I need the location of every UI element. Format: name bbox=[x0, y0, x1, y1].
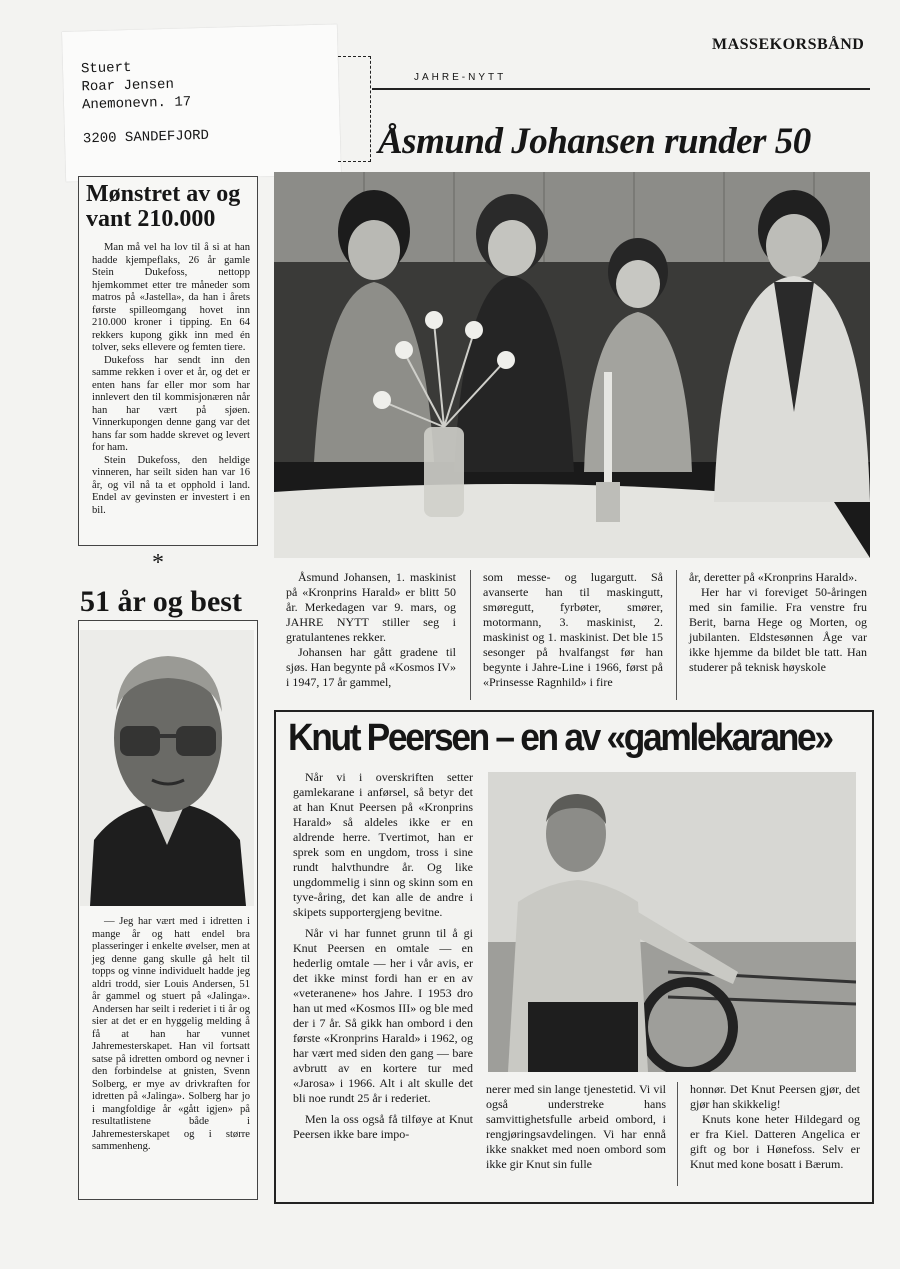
address-line-3: Anemonevn. 17 bbox=[81, 94, 192, 114]
header-rule bbox=[372, 88, 870, 90]
story3-column-2 bbox=[483, 570, 663, 690]
story3-paragraph: som messe- og lugargutt. Så avanserte han til maskingutt, smøregutt, fyrbøter, smører, motormann, 3. maskinist, 2. maskinist og 1. maskinist. Det ble 15 sesonger på hvalfangst før han begynte i Jahre-Line i 1966, først på «Prinsesse Ragnhild» i fire bbox=[483, 570, 663, 689]
separator-asterisk: * bbox=[152, 550, 164, 576]
story4-paragraph: Når vi i overskriften setter gamlekarane i anførsel, så betyr det at han Knut Peersen på «Kronprins Harald» så aldeles ikke er en aldrende herre. Tvertimot, han er sprek som en ungdom, tross i sine rundt halvthundre år. Og like ungdommelig i sinn og skinn som en tyve-åring, det kan alle de andre i skipets supportergjeng bevitne. bbox=[293, 770, 473, 919]
address-line-2: Roar Jensen bbox=[81, 76, 175, 96]
story3-paragraph: Åsmund Johansen, 1. maskinist på «Kronprins Harald» er blitt 50 år. Merkedagen var 9. mars, og JAHRE NYTT stiller seg i gratulantenes rekker. bbox=[286, 570, 456, 644]
column-rule bbox=[470, 570, 471, 700]
family-photo bbox=[274, 172, 870, 558]
address-line-4: 3200 SANDEFJORD bbox=[82, 127, 210, 148]
story4-paragraph: Knuts kone heter Hildegard og er fra Kiel. Datteren Angelica er gift og bor i Hønefoss. Selv er Knut med kone bosatt i Bærum. bbox=[690, 1112, 860, 1171]
story4-column-3 bbox=[690, 1082, 860, 1172]
main-headline: Åsmund Johansen runder 50 bbox=[378, 121, 811, 162]
column-rule bbox=[677, 1082, 678, 1186]
portrait-photo-andersen bbox=[80, 630, 254, 906]
story3-paragraph: år, deretter på «Kronprins Harald». bbox=[689, 570, 858, 584]
story3-paragraph: Johansen har gått gradene til sjøs. Han begynte på «Kosmos IV» i 1947, 17 år gammel, bbox=[286, 645, 456, 689]
story4-paragraph: nerer med sin lange tjenestetid. Vi vil også understreke hans samvittighetsfulle arbeid ombord, i rengjøringsavdelingen. Vi har ennå ikke snakket med noen ombord som ikke gir Knut sin fulle bbox=[486, 1082, 666, 1171]
address-line-1: Stuert bbox=[80, 59, 132, 78]
column-rule bbox=[676, 570, 677, 700]
story3-column-1 bbox=[286, 570, 456, 690]
story4-headline: Knut Peersen – en av «gamlekarane» bbox=[288, 717, 832, 759]
story4-column-2 bbox=[486, 1082, 666, 1172]
story1-body bbox=[92, 242, 250, 517]
portrait-photo-peersen bbox=[488, 772, 856, 1072]
section-kicker: JAHRE-NYTT bbox=[414, 72, 507, 83]
story1-paragraph: Man må vel ha lov til å si at han hadde kjempeflaks, 26 år gamle Stein Dukefoss, nettopp hjemkommet etter tre måneder som matros på «Jastella», da han i årets første spilleomgang hovet inn 210.000 kroner i tipping. En 64 rekkers kupong gikk inn med én tolver, seks ellevere og femten tiere. bbox=[92, 242, 250, 353]
story2-headline: 51 år og best bbox=[80, 585, 242, 618]
story3-column-3 bbox=[689, 570, 867, 675]
story4-column-1 bbox=[293, 770, 473, 1142]
story4-paragraph: Men la oss også få tilføye at Knut Peersen ikke bare impo- bbox=[293, 1112, 473, 1141]
story4-paragraph: honnør. Det Knut Peersen gjør, det gjør han skikkelig! bbox=[690, 1082, 860, 1111]
story1-paragraph: Dukefoss har sendt inn den samme rekken i over et år, og det er enten hans far eller mor som har innlevert den til kommisjonæren når han har vært på sjøen. Vinnerkupongen denne gang var det hans far som hadde skrevet og levert for ham. bbox=[92, 354, 250, 453]
masthead: MASSEKORSBÅND bbox=[712, 36, 865, 53]
story1-headline: Mønstret av og vant 210.000 bbox=[86, 181, 241, 232]
story2-body bbox=[92, 916, 250, 1154]
label-cut-border bbox=[338, 56, 371, 162]
address-label bbox=[62, 24, 341, 182]
story2-paragraph: — Jeg har vært med i idretten i mange år og hatt endel bra plasseringer i enkelte øvelser, men at jeg denne gang skulle gå helt til topps og vinne individuelt hadde jeg aldri trodd, sier Louis Andersen, 51 år gammel og stuert på «Jalinga». Andersen har seilt i rederiet i ti år og sier at det er en hyggelig melding å få at han har vunnet Jahremesterskapet. Han vil fortsatt satse på idretten ombord og nevner i den forbindelse at gnisten, Svenn Solberg, er mye av drivkraften for idretten på «Jalinga». Solberg har jo i mangfoldige år «gått igjen» på resultatlistene både i Jahremesterskapet og i større sammenheng. bbox=[92, 916, 250, 1152]
story3-paragraph: Her har vi foreviget 50-åringen med sin familie. Fra venstre fru Berit, barna Hege og Morten, og jubilanten. Eldstesønnen Åge var ikke hjemme da bildet ble tatt. Han studerer på teknisk høyskole bbox=[689, 585, 867, 674]
story4-paragraph: Når vi har funnet grunn til å gi Knut Peersen en omtale — en hederlig omtale — her i vår avis, er det ikke minst fordi han er en av «veteranene» hos Jahre. I 1953 dro han ut med «Kosmos III» og ble med der i 7 år. Så gikk han ombord i den første «Kronprins Harald» i 1962, og har vært med siden den gang — bare avbrutt av en kortere tur med «Jarosa» i 1966. Alt i alt skulle det bli noe rundt 25 år i rederiet. bbox=[293, 926, 473, 1105]
story1-paragraph: Stein Dukefoss, den heldige vinneren, har seilt siden han var 16 år, og vil nå ta et opphold i land. Endel av gevinsten er investert i en bil. bbox=[92, 454, 250, 516]
